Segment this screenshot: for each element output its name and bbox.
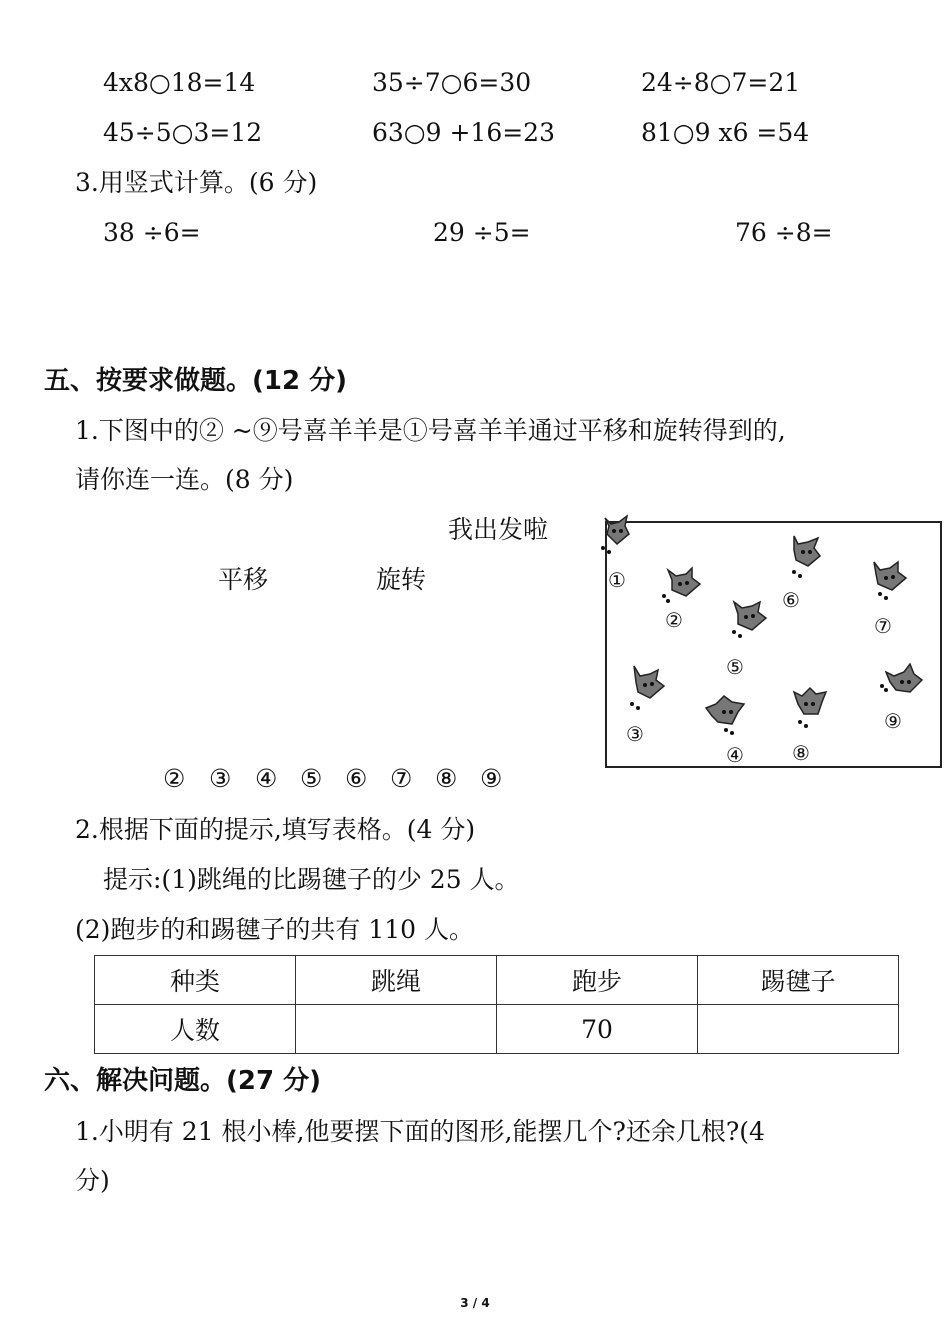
goat-icon <box>726 596 774 640</box>
number-5: ⑤ <box>300 764 323 793</box>
goat-icon <box>786 682 834 732</box>
goat-icon <box>658 562 708 606</box>
table-cell: 人数 <box>95 1005 296 1054</box>
s5-q1-line1: 1.下图中的② ~⑨号喜羊羊是①号喜羊羊通过平移和旋转得到的, <box>75 416 786 445</box>
table-header-row <box>95 956 899 1005</box>
goat-icon <box>876 658 932 708</box>
figure-label-7: ⑦ <box>874 614 892 638</box>
table-cell: 70 <box>497 1005 698 1054</box>
figure-label-4: ④ <box>726 743 744 767</box>
goat-icon <box>782 530 830 582</box>
figure-label-3: ③ <box>626 722 644 746</box>
compare-row2-col1: 45÷5○3=12 <box>103 118 263 147</box>
q3-item-3: 76 ÷8= <box>735 218 833 247</box>
goat-icon <box>597 508 637 558</box>
sports-table <box>94 955 899 1054</box>
figure-label-2: ② <box>665 608 683 632</box>
s6-q1-line2: 分) <box>75 1166 110 1195</box>
goat-icon <box>864 556 914 602</box>
s6-q1-line1: 1.小明有 21 根小棒,他要摆下面的图形,能摆几个?还余几根?(4 <box>75 1117 765 1146</box>
table-row <box>95 1005 899 1054</box>
translate-label: 平移 <box>218 565 269 594</box>
q3-item-2: 29 ÷5= <box>433 218 531 247</box>
figure-label-6: ⑥ <box>782 588 800 612</box>
number-9: ⑨ <box>480 764 503 793</box>
page-number: 3 / 4 <box>460 1296 490 1310</box>
figure-label-9: ⑨ <box>884 709 902 733</box>
section5-heading: 五、按要求做题。(12 分) <box>44 366 347 396</box>
q3-title: 3.用竖式计算。(6 分) <box>75 168 318 197</box>
number-4: ④ <box>255 764 278 793</box>
number-7: ⑦ <box>390 764 413 793</box>
table-cell-blank[interactable] <box>296 1005 497 1054</box>
compare-row1-col3: 24÷8○7=21 <box>641 68 801 97</box>
compare-row1-col1: 4x8○18=14 <box>103 68 256 97</box>
q3-item-1: 38 ÷6= <box>103 218 201 247</box>
s5-q2-title: 2.根据下面的提示,填写表格。(4 分) <box>75 815 476 844</box>
table-header-cell: 踢毽子 <box>698 956 899 1005</box>
number-3: ③ <box>209 764 232 793</box>
hint-1: 提示:(1)跳绳的比踢毽子的少 25 人。 <box>103 865 520 894</box>
table-header-cell: 跑步 <box>497 956 698 1005</box>
number-6: ⑥ <box>345 764 368 793</box>
goat-icon <box>624 660 672 712</box>
s5-q1-line2: 请你连一连。(8 分) <box>75 465 294 494</box>
hint-2: (2)跑步的和踢毽子的共有 110 人。 <box>75 915 475 944</box>
start-label: 我出发啦 <box>448 515 549 544</box>
compare-row2-col2: 63○9 +16=23 <box>372 118 555 147</box>
figure-label-5: ⑤ <box>726 655 744 679</box>
number-8: ⑧ <box>435 764 458 793</box>
table-header-cell: 种类 <box>95 956 296 1005</box>
table-header-cell: 跳绳 <box>296 956 497 1005</box>
table-cell-blank[interactable] <box>698 1005 899 1054</box>
section6-heading: 六、解决问题。(27 分) <box>44 1066 321 1096</box>
figure-label-1: ① <box>608 568 626 592</box>
goat-icon <box>700 690 754 736</box>
compare-row2-col3: 81○9 x6 =54 <box>641 118 810 147</box>
compare-row1-col2: 35÷7○6=30 <box>372 68 532 97</box>
figure-label-8: ⑧ <box>792 741 810 765</box>
rotate-label: 旋转 <box>376 565 427 594</box>
number-2: ② <box>163 764 186 793</box>
